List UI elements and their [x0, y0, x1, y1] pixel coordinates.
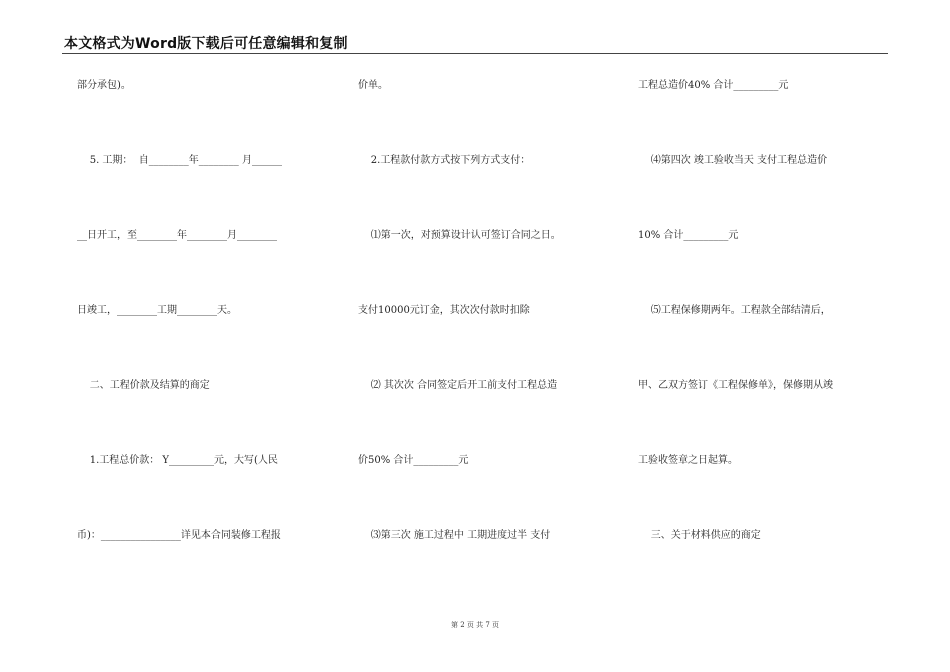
text-line: ⑶第三次 施工过程中 工期进度过半 支付: [358, 530, 551, 541]
text-line: 币)：________________详见本合同装修工程报: [77, 530, 281, 541]
text-line: 价50% 合计_________元: [358, 455, 469, 466]
text-line: ⑴第一次，对预算设计认可签订合同之日。: [358, 230, 561, 241]
text-line: 部分承包)。: [77, 80, 131, 91]
text-line: ⑸工程保修期两年。工程款全部结清后，: [638, 305, 831, 316]
text-line: ⑵ 其次次 合同签定后开工前支付工程总造: [358, 380, 558, 391]
document-header-title: 本文格式为Word版下载后可任意编辑和复制: [64, 36, 348, 52]
text-line: 1.工程总价款： Y_________元，大写(人民: [77, 455, 278, 466]
text-line: 2.工程款付款方式按下列方式支付：: [358, 155, 531, 166]
text-line: 日竣工，________工期________天。: [77, 305, 237, 316]
text-line: 10% 合计_________元: [638, 230, 739, 241]
text-line: 价单。: [358, 80, 388, 91]
text-line: 5. 工期： 自________年________ 月______: [77, 155, 282, 166]
text-line: 工程总造价40% 合计_________元: [638, 80, 789, 91]
text-line: 支付10000元订金，其次次付款时扣除: [358, 305, 530, 316]
text-line: 工验收签章之日起算。: [638, 455, 738, 466]
text-line: 甲、乙双方签订《工程保修单》，保修期从竣: [638, 380, 833, 391]
section-heading: 二、工程价款及结算的商定: [77, 380, 210, 391]
header-divider: [62, 53, 888, 54]
text-line: ⑷第四次 竣工验收当天 支付工程总造价: [638, 155, 828, 166]
text-line: __日开工，至________年________月________: [77, 230, 277, 241]
page-number: 第 2 页 共 7 页: [450, 621, 500, 629]
section-heading: 三、关于材料供应的商定: [638, 530, 761, 541]
